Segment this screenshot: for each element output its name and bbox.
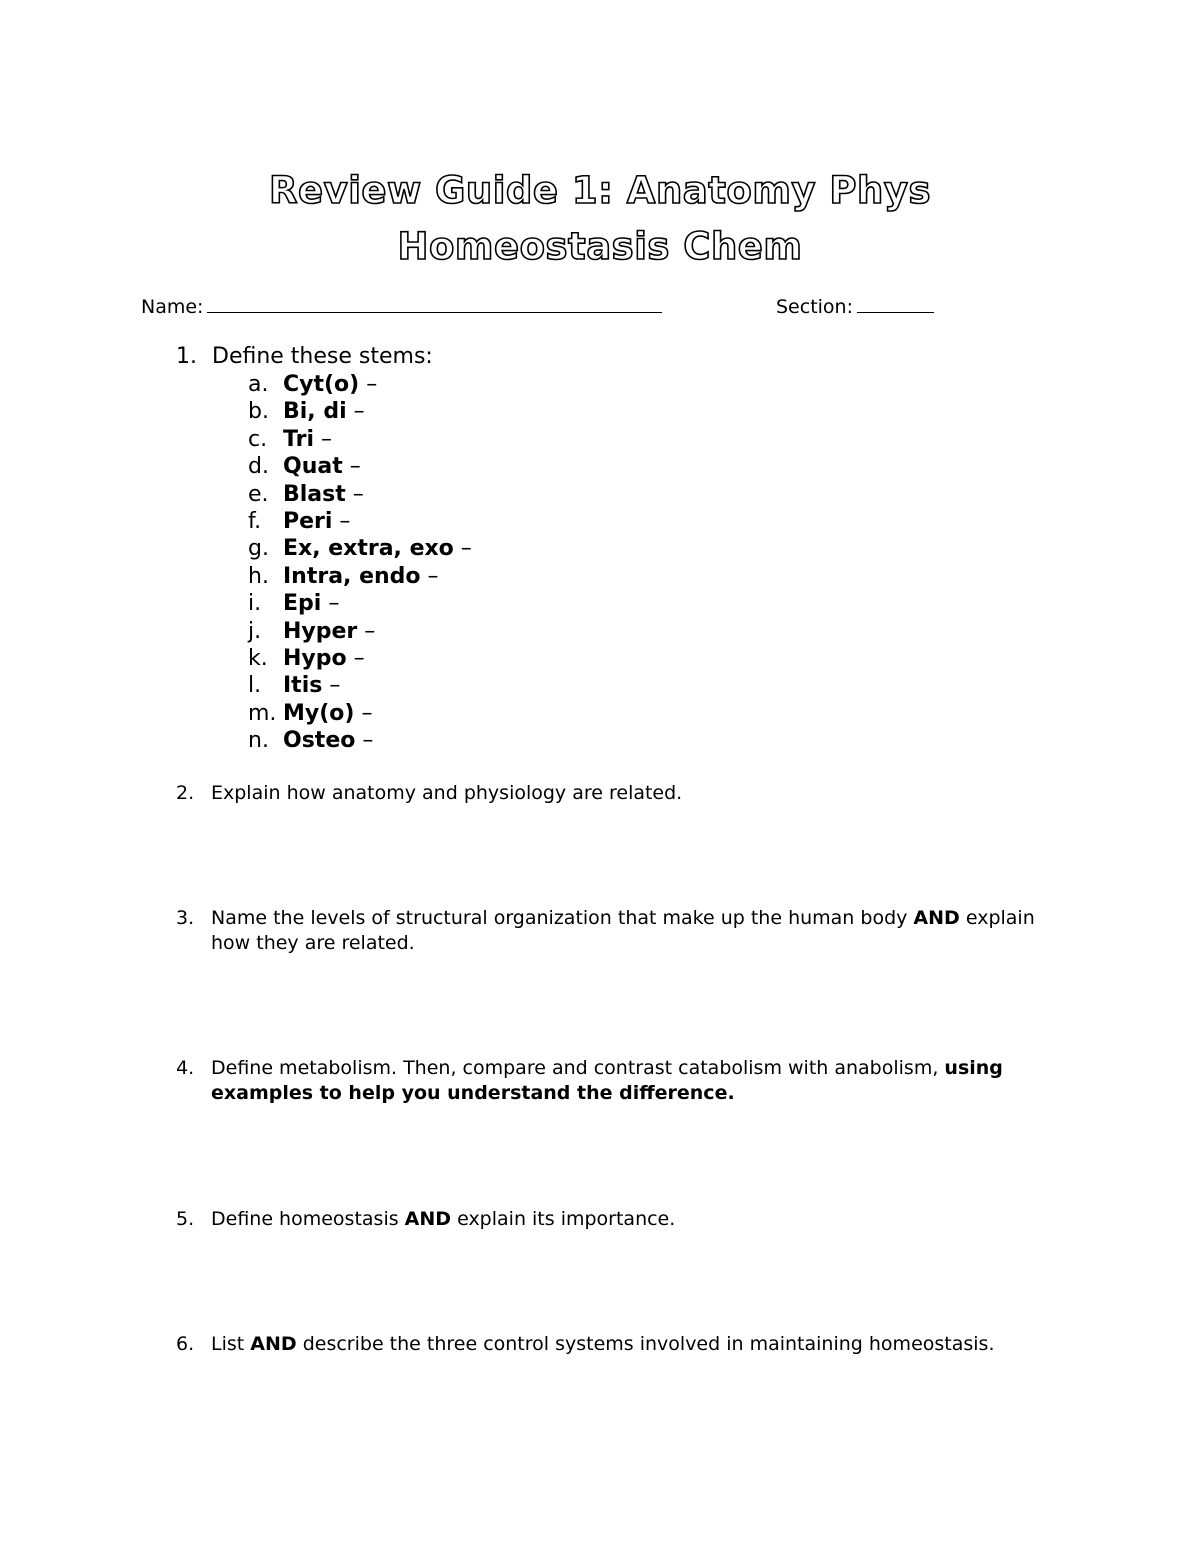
stem-item bbox=[248, 590, 472, 617]
question-number: 2. bbox=[176, 782, 195, 804]
stem-term: My(o) bbox=[283, 700, 355, 726]
question-number: 1. bbox=[176, 344, 197, 369]
question-number: 3. bbox=[176, 907, 195, 929]
stem-item bbox=[248, 453, 472, 480]
question-text-bold: AND bbox=[404, 1208, 452, 1230]
stem-term: Quat bbox=[283, 454, 343, 480]
stem-item bbox=[248, 398, 472, 425]
question-text-bold: AND bbox=[250, 1333, 297, 1355]
question-text bbox=[211, 906, 1056, 956]
stem-item bbox=[248, 563, 472, 590]
question-text bbox=[211, 1332, 1056, 1357]
question-2 bbox=[176, 781, 1056, 806]
stem-letter: l. bbox=[248, 673, 262, 699]
section-blank-line[interactable] bbox=[857, 293, 934, 313]
stem-letter: a. bbox=[248, 372, 269, 397]
stem-item bbox=[248, 672, 472, 699]
stem-dash: – bbox=[313, 426, 332, 452]
stem-item bbox=[248, 727, 472, 754]
question-text-part: explain how they are related. bbox=[211, 907, 1035, 954]
stem-dash: – bbox=[420, 563, 439, 589]
question-number: 6. bbox=[176, 1333, 195, 1355]
question-text-part: Name the levels of structural organization that make up the human body bbox=[211, 907, 914, 929]
stem-dash: – bbox=[321, 591, 340, 617]
stem-item bbox=[248, 700, 472, 727]
question-text-part: Define homeostasis bbox=[211, 1208, 405, 1230]
stem-term: Cyt(o) bbox=[283, 372, 360, 397]
stem-item bbox=[248, 508, 472, 535]
question-number: 4. bbox=[176, 1057, 195, 1079]
stem-dash: – bbox=[453, 536, 472, 562]
stem-term: Intra, endo bbox=[283, 563, 421, 589]
stem-letter: g. bbox=[248, 536, 269, 562]
stem-letter: i. bbox=[248, 591, 262, 617]
stem-item bbox=[248, 426, 472, 453]
stem-dash: – bbox=[355, 728, 374, 754]
question-number: 5. bbox=[176, 1208, 195, 1230]
stem-letter: c. bbox=[248, 426, 268, 452]
question-4 bbox=[176, 1056, 1056, 1106]
stem-item bbox=[248, 371, 472, 398]
stem-letter: h. bbox=[248, 563, 269, 589]
stem-term: Itis bbox=[283, 673, 323, 699]
section-label: Section: bbox=[776, 296, 853, 318]
name-blank-line[interactable] bbox=[207, 293, 662, 313]
stem-term: Blast bbox=[283, 481, 346, 507]
question-text-bold: using examples to help you understand the difference. bbox=[211, 1057, 1003, 1104]
page-title-line-1: Review Guide 1: Anatomy Phys bbox=[268, 169, 932, 212]
stem-dash: – bbox=[332, 508, 351, 534]
stem-letter: b. bbox=[248, 399, 269, 425]
stem-dash: – bbox=[345, 481, 364, 507]
question-text-part: Define metabolism. Then, compare and contrast catabolism with anabolism, bbox=[211, 1057, 945, 1079]
question-3 bbox=[176, 906, 1056, 956]
question-text-part: Explain how anatomy and physiology are related. bbox=[211, 782, 683, 804]
question-text-part: describe the three control systems involved in maintaining homeostasis. bbox=[296, 1333, 995, 1355]
section-row bbox=[776, 293, 934, 319]
name-row bbox=[141, 293, 662, 319]
stem-letter: k. bbox=[248, 645, 268, 671]
stem-dash: – bbox=[357, 618, 376, 644]
stem-item bbox=[248, 645, 472, 672]
stem-letter: e. bbox=[248, 481, 269, 507]
question-text-bold: AND bbox=[913, 907, 960, 929]
stem-term: Peri bbox=[283, 508, 333, 534]
stem-dash: – bbox=[346, 645, 365, 671]
stem-term: Epi bbox=[283, 591, 322, 617]
question-6 bbox=[176, 1332, 1056, 1357]
stem-letter: d. bbox=[248, 454, 269, 480]
stem-letter: m. bbox=[248, 700, 277, 726]
question-text bbox=[211, 1056, 1056, 1106]
stems-list bbox=[248, 371, 472, 754]
stem-term: Hyper bbox=[283, 618, 358, 644]
stem-letter: j. bbox=[248, 618, 262, 644]
question-1 bbox=[176, 343, 433, 370]
stem-term: Tri bbox=[283, 426, 314, 452]
stem-item bbox=[248, 618, 472, 645]
stem-dash: – bbox=[359, 372, 378, 397]
stem-dash: – bbox=[354, 700, 373, 726]
stem-dash: – bbox=[322, 673, 341, 699]
question-prompt: Define these stems: bbox=[212, 344, 433, 369]
stem-letter: n. bbox=[248, 728, 269, 754]
stem-term: Osteo bbox=[283, 728, 356, 754]
stem-item bbox=[248, 535, 472, 562]
stem-term: Bi, di bbox=[283, 399, 347, 425]
question-text bbox=[211, 1207, 1056, 1232]
stem-letter: f. bbox=[248, 508, 262, 534]
stem-dash: – bbox=[342, 454, 361, 480]
stem-item bbox=[248, 481, 472, 508]
question-text-part: explain its importance. bbox=[451, 1208, 676, 1230]
stem-term: Ex, extra, exo bbox=[283, 536, 454, 562]
question-5 bbox=[176, 1207, 1056, 1232]
question-text bbox=[211, 781, 1056, 806]
stem-dash: – bbox=[346, 399, 365, 425]
question-text-part: List bbox=[211, 1333, 251, 1355]
page-title-line-2: Homeostasis Chem bbox=[397, 225, 803, 268]
name-label: Name: bbox=[141, 296, 204, 318]
stem-term: Hypo bbox=[283, 645, 347, 671]
